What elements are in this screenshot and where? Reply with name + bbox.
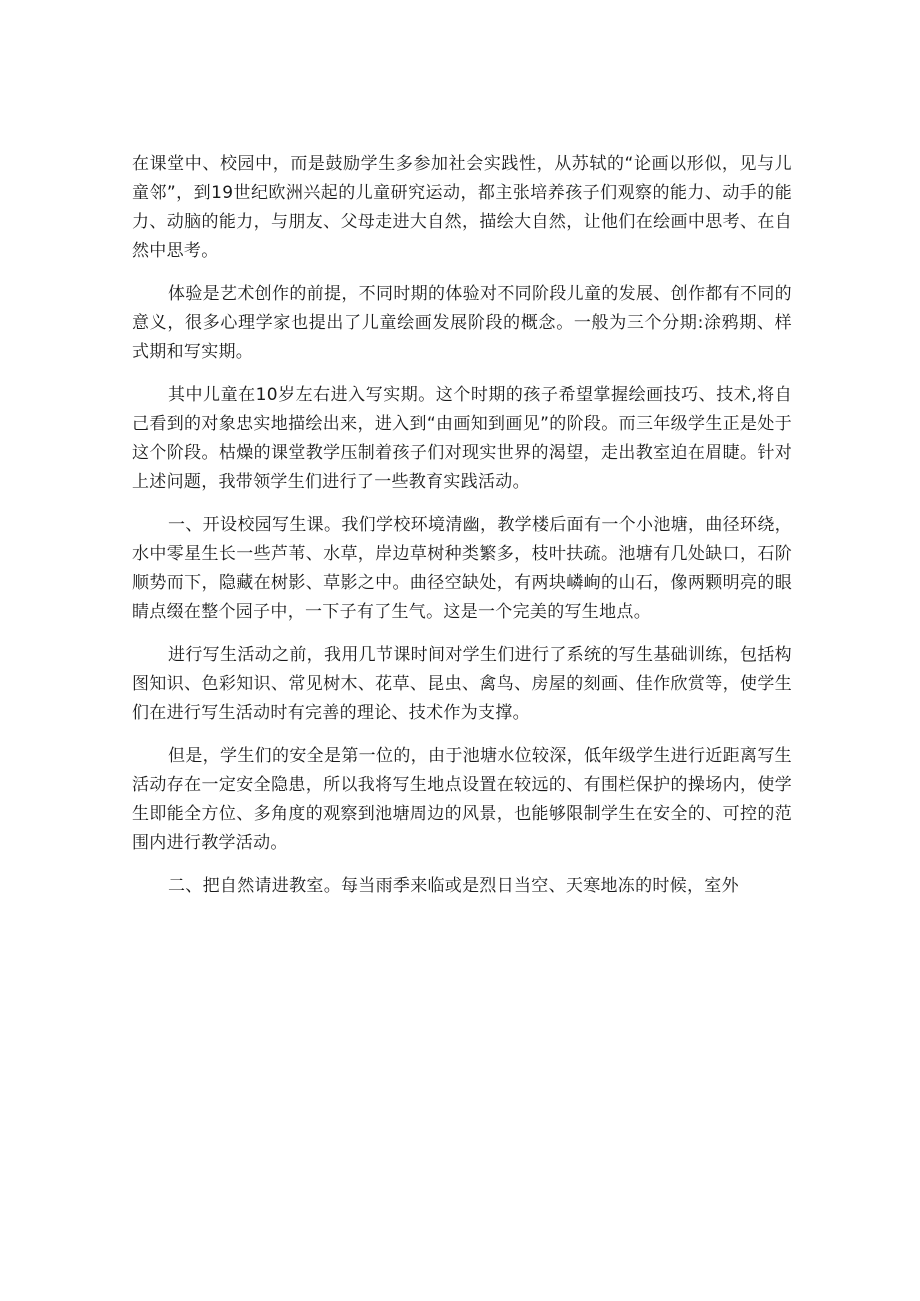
paragraph-7: 二、把自然请进教室。每当雨季来临或是烈日当空、天寒地冻的时候，室外 [168, 876, 739, 896]
paragraph-5: 进行写生活动之前，我用几节课时间对学生们进行了系统的写生基础训练，包括构图知识、色彩知识、常见树木、花草、昆虫、禽鸟、房屋的刻画、佳作欣赏等，使学生们在进行写生活动时有完善的理论、技术作为支撑。 [132, 645, 792, 723]
paragraph-2: 体验是艺术创作的前提，不同时期的体验对不同阶段儿童的发展、创作都有不同的意义，很多心理学家也提出了儿童绘画发展阶段的概念。一般为三个分期:涂鸦期、样式期和写实期。 [132, 284, 792, 362]
paragraph-6: 但是，学生们的安全是第一位的，由于池塘水位较深，低年级学生进行近距离写生活动存在一定安全隐患，所以我将写生地点设置在较远的、有围栏保护的操场内，使学生即能全方位、多角度的观察到池塘周边的风景，也能够限制学生在安全的、可控的范围内进行教学活动。 [132, 746, 792, 853]
document-body [132, 150, 792, 915]
paragraph-3: 其中儿童在10岁左右进入写实期。这个时期的孩子希望掌握绘画技巧、技术,将自己看到的对象忠实地描绘出来，进入到“由画知到画见”的阶段。而三年级学生正是处于这个阶段。枯燥的课堂教学压制着孩子们对现实世界的渴望，走出教室迫在眉睫。针对上述问题，我带领学生们进行了一些教育实践活动。 [132, 385, 792, 492]
paragraph-4: 一、开设校园写生课。我们学校环境清幽，教学楼后面有一个小池塘，曲径环绕，水中零星生长一些芦苇、水草，岸边草树种类繁多，枝叶扶疏。池塘有几处缺口，石阶顺势而下，隐藏在树影、草影之中。曲径空缺处，有两块嶙峋的山石，像两颗明亮的眼睛点缀在整个园子中，一下子有了生气。这是一个完美的写生地点。 [132, 515, 792, 622]
paragraph-1: 在课堂中、校园中，而是鼓励学生多参加社会实践性，从苏轼的“论画以形似，见与儿童邻”，到19世纪欧洲兴起的儿童研究运动，都主张培养孩子们观察的能力、动手的能力、动脑的能力，与朋友、父母走进大自然，描绘大自然，让他们在绘画中思考、在自然中思考。 [132, 154, 792, 261]
